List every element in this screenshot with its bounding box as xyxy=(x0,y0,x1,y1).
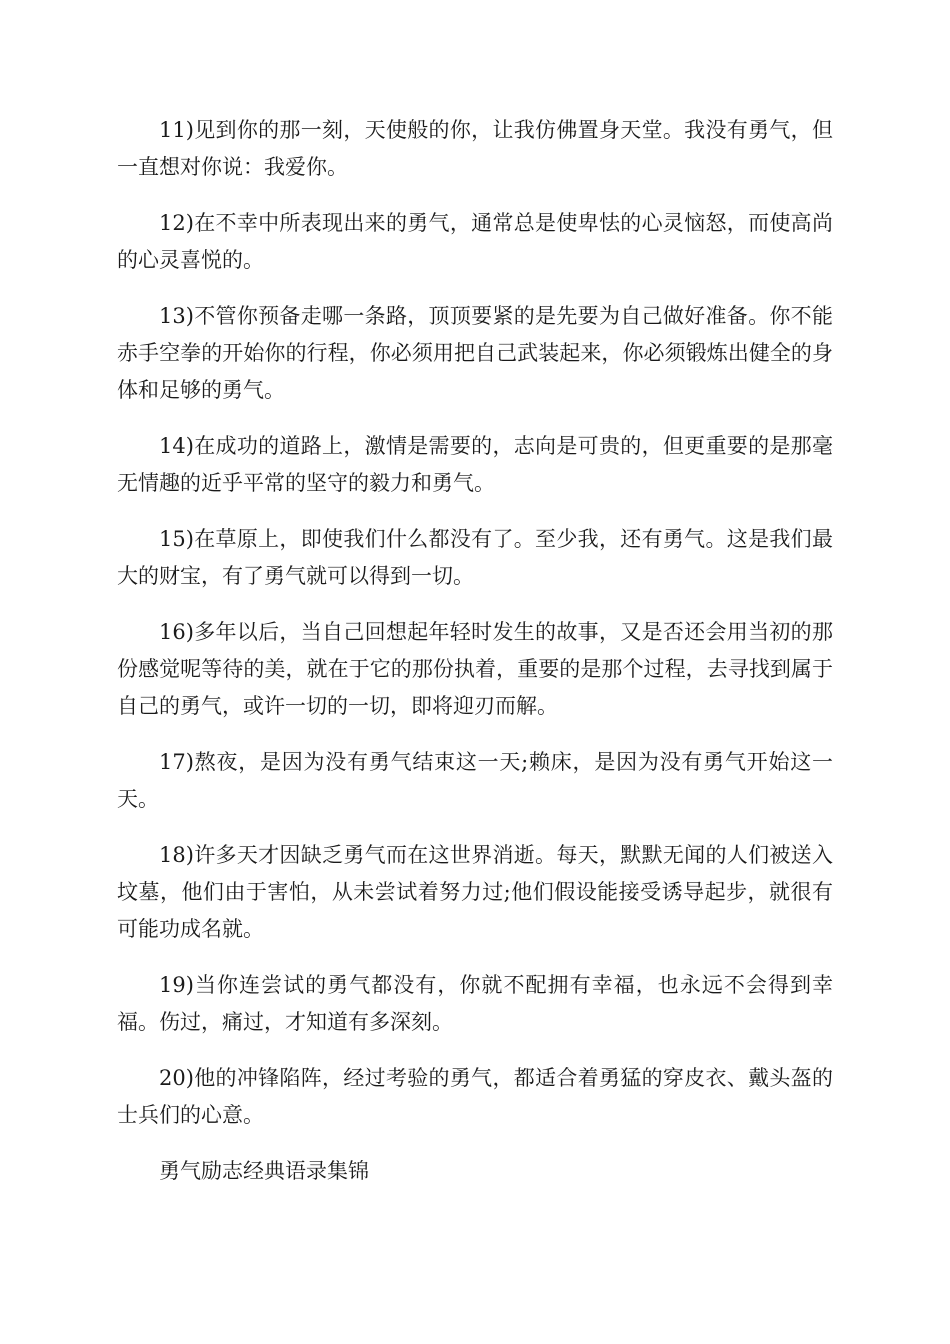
quote-13: 13)不管你预备走哪一条路，顶顶要紧的是先要为自己做好准备。你不能赤手空拳的开始你的行程，你必须用把自己武装起来，你必须锻炼出健全的身体和足够的勇气。 xyxy=(117,304,833,402)
quote-17: 17)熬夜，是因为没有勇气结束这一天;赖床，是因为没有勇气开始这一天。 xyxy=(117,750,833,811)
document-body xyxy=(117,112,833,1190)
quote-16: 16)多年以后，当自己回想起年轻时发生的故事，又是否还会用当初的那份感觉呢等待的美，就在于它的那份执着，重要的是那个过程，去寻找到属于自己的勇气，或许一切的一切，即将迎刃而解。 xyxy=(117,620,833,718)
quote-14: 14)在成功的道路上，激情是需要的，志向是可贵的，但更重要的是那毫无情趣的近乎平常的坚守的毅力和勇气。 xyxy=(117,434,833,495)
quote-15: 15)在草原上，即使我们什么都没有了。至少我，还有勇气。这是我们最大的财宝，有了勇气就可以得到一切。 xyxy=(117,527,833,588)
quote-19: 19)当你连尝试的勇气都没有，你就不配拥有幸福，也永远不会得到幸福。伤过，痛过，才知道有多深刻。 xyxy=(117,973,833,1034)
quote-11: 11)见到你的那一刻，天使般的你，让我仿佛置身天堂。我没有勇气，但一直想对你说：我爱你。 xyxy=(117,118,833,179)
section-heading: 勇气励志经典语录集锦 xyxy=(159,1159,369,1183)
quote-20: 20)他的冲锋陷阵，经过考验的勇气，都适合着勇猛的穿皮衣、戴头盔的士兵们的心意。 xyxy=(117,1066,833,1127)
quote-12: 12)在不幸中所表现出来的勇气，通常总是使卑怯的心灵恼怒，而使高尚的心灵喜悦的。 xyxy=(117,211,833,272)
quote-18: 18)许多天才因缺乏勇气而在这世界消逝。每天，默默无闻的人们被送入坟墓，他们由于害怕，从未尝试着努力过;他们假设能接受诱导起步，就很有可能功成名就。 xyxy=(117,843,833,941)
